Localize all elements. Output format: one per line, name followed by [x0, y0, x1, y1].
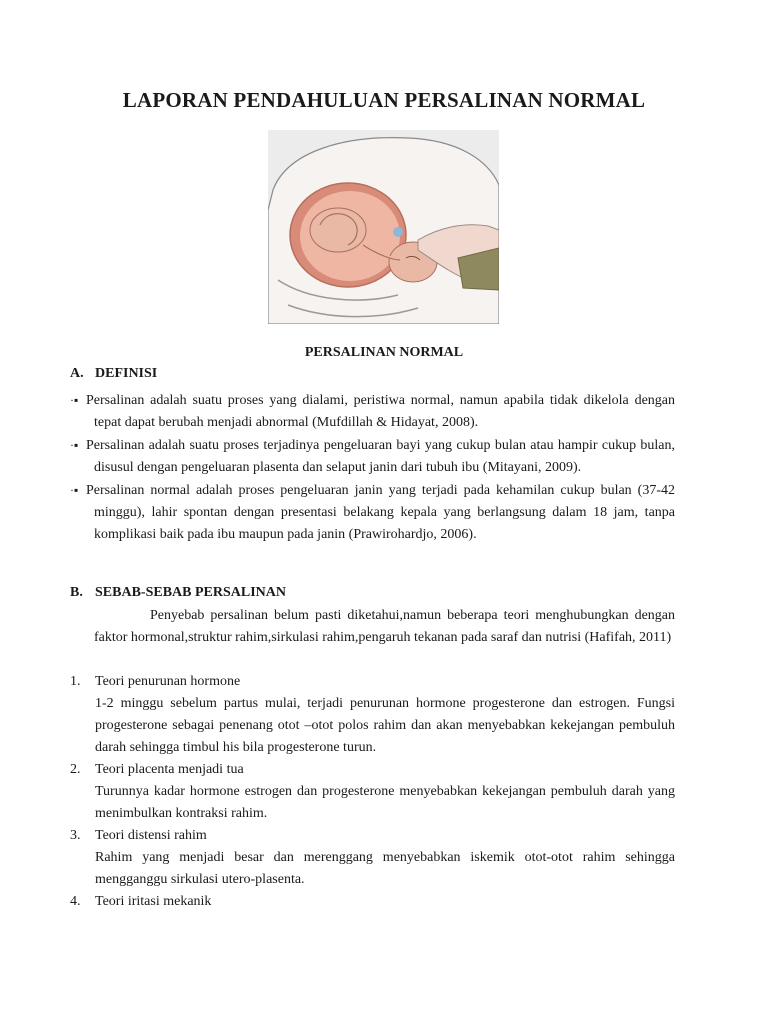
- section-title: PERSALINAN NORMAL: [304, 345, 464, 360]
- theory-number: 2.: [70, 762, 81, 777]
- definition-text: Persalinan normal adalah proses pengeluaran janin yang terjadi pada kehamilan cukup bulan (37-42 minggu), lahir spontan dengan presentasi belakang kepala yang berlangsung dalam 18 jam, tanpa komplikasi baik pada ibu maupun pada janin (Prawirohardjo, 2006).: [86, 483, 675, 542]
- list-item: [70, 671, 675, 759]
- theory-title: Teori penurunan hormone: [95, 674, 241, 689]
- list-item: [70, 759, 675, 825]
- section-a-heading: [70, 366, 157, 382]
- definition-text: Persalinan adalah suatu proses terjadinya pengeluaran bayi yang cukup bulan atau hampir cukup bulan, disusul dengan pengeluaran plasenta dan selaput janin dari tubuh ibu (Mitayani, 2009).: [86, 438, 675, 475]
- section-a-title: DEFINISI: [95, 366, 158, 381]
- theory-heading: [70, 759, 675, 781]
- section-b-letter: B.: [70, 585, 83, 600]
- theory-title: Teori placenta menjadi tua: [95, 762, 244, 777]
- bullet-icon: ·▪: [70, 483, 79, 497]
- document-title: LAPORAN PENDAHULUAN PERSALINAN NORMAL: [122, 88, 646, 112]
- theory-title: Teori distensi rahim: [95, 828, 207, 843]
- section-b-intro: Penyebab persalinan belum pasti diketahui,namun beberapa teori menghubungkan dengan faktor hormonal,struktur rahim,sirkulasi rahim,pengaruh tekanan pada saraf dan nutrisi (Hafifah, 2011): [94, 608, 675, 645]
- theory-body: 1-2 minggu sebelum partus mulai, terjadi penurunan hormone progesterone dan estrogen. Fungsi progesterone sebagai penenang otot –otot polos rahim dan akan menyebabkan kekejangan pembuluh darah sehingga timbul his bila progesterone turun.: [95, 696, 675, 755]
- bullet-icon: ·▪: [70, 438, 79, 452]
- theory-heading: [70, 825, 675, 847]
- list-item: [70, 479, 675, 546]
- theory-body: Rahim yang menjadi besar dan merenggang menyebabkan iskemik otot-otot rahim sehingga mengganggu sirkulasi utero-plasenta.: [95, 850, 675, 887]
- section-b-title: SEBAB-SEBAB PERSALINAN: [95, 585, 286, 600]
- section-a-letter: A.: [70, 366, 84, 381]
- theory-body: Turunnya kadar hormone estrogen dan progesterone menyebabkan kekejangan pembuluh darah yang menimbulkan kontraksi rahim.: [95, 784, 675, 821]
- theory-heading: [70, 891, 675, 913]
- theory-title: Teori iritasi mekanik: [95, 894, 212, 909]
- list-item: [70, 389, 675, 434]
- list-item: [70, 891, 675, 913]
- definition-text: Persalinan adalah suatu proses yang dialami, peristiwa normal, namun apabila tidak dikelola dengan tepat dapat berubah menjadi abnormal (Mufdillah & Hidayat, 2008).: [86, 393, 675, 430]
- definition-list: [70, 389, 675, 546]
- theory-heading: [70, 671, 675, 693]
- theory-number: 4.: [70, 894, 81, 909]
- list-item: [70, 434, 675, 479]
- theory-list: [70, 671, 675, 913]
- theory-number: 1.: [70, 674, 81, 689]
- section-b-heading: [70, 585, 286, 601]
- childbirth-illustration: [268, 130, 499, 324]
- childbirth-illustration-icon: [268, 130, 499, 324]
- list-item: [70, 825, 675, 891]
- theory-number: 3.: [70, 828, 81, 843]
- bullet-icon: ·▪: [70, 393, 79, 407]
